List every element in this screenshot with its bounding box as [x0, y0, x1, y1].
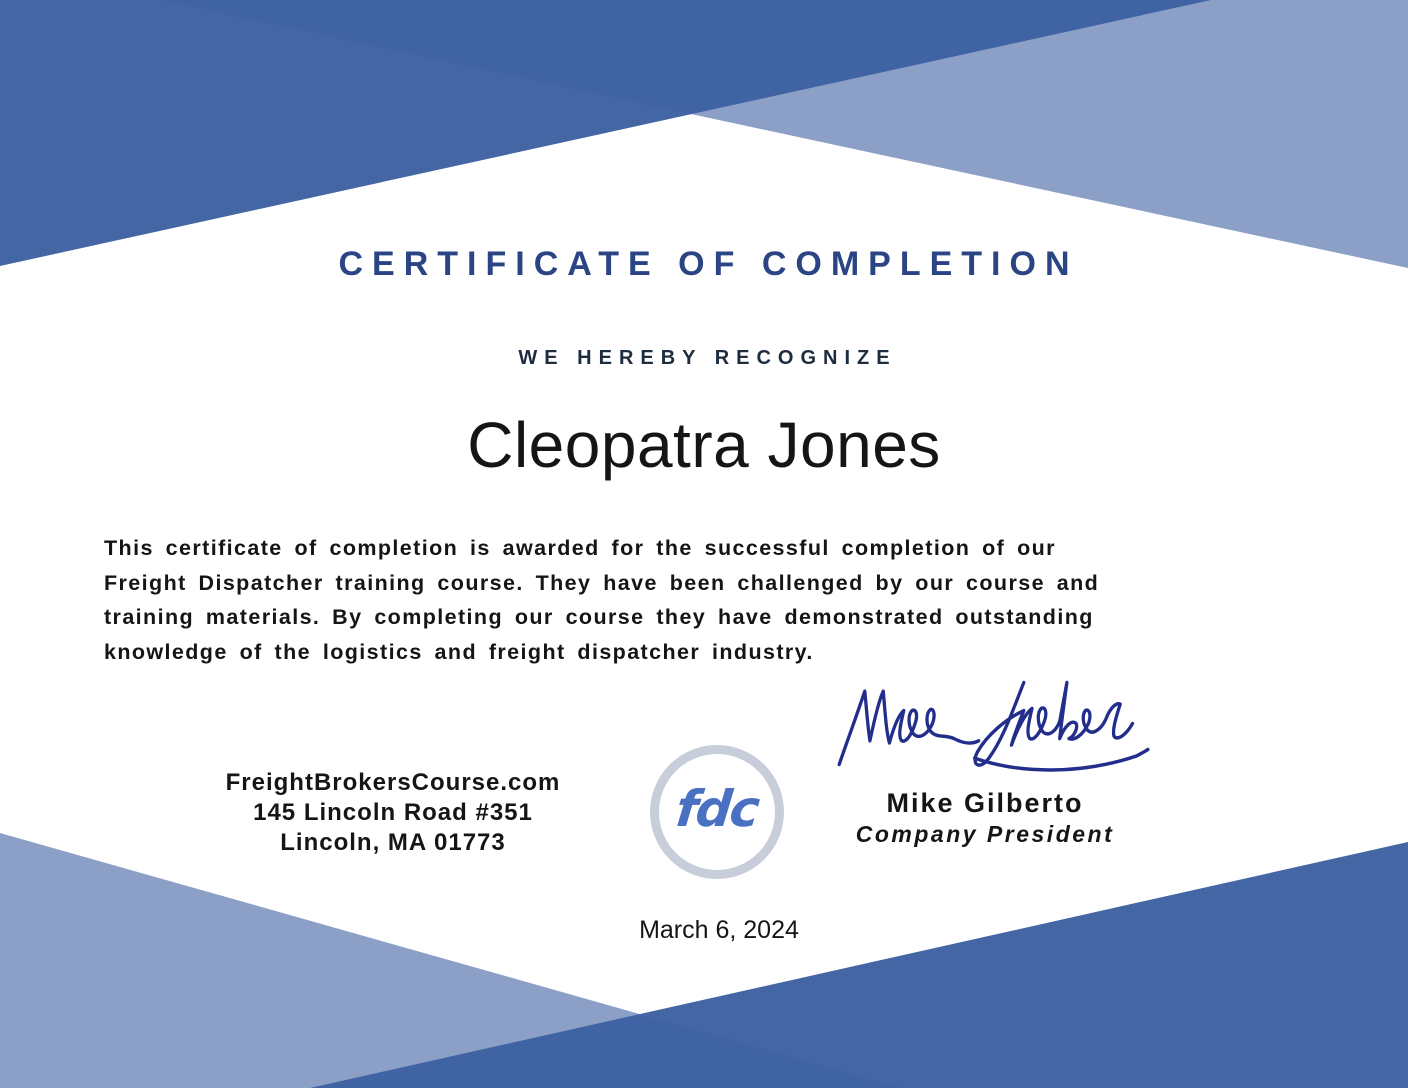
- body-line-3: training materials. By completing our course they have demonstrated outstanding: [104, 605, 1094, 630]
- signature-stroke-first: [839, 691, 979, 764]
- issuer-address-block: [143, 768, 643, 858]
- certificate-body-text: [104, 531, 1344, 669]
- body-line-1: This certificate of completion is awarded for the successful completion of our: [104, 536, 1056, 560]
- issuer-website: FreightBrokersCourse.com: [225, 769, 561, 796]
- company-logo-text: fdc: [673, 780, 761, 838]
- signature-stroke-tail: [975, 749, 1148, 770]
- certificate-subtitle: WE HEREBY RECOGNIZE: [518, 347, 897, 369]
- signature-image: [833, 676, 1151, 784]
- signatory-name: Mike Gilberto: [886, 788, 1084, 818]
- certificate-date: March 6, 2024: [639, 916, 799, 944]
- issuer-address-line1: 145 Lincoln Road #351: [253, 799, 533, 826]
- issuer-address-line2: Lincoln, MA 01773: [280, 829, 506, 856]
- recipient-name: Cleopatra Jones: [467, 409, 941, 481]
- body-line-4: knowledge of the logistics and freight dispatcher industry.: [104, 639, 814, 664]
- company-logo: [650, 745, 784, 879]
- signatory-title: Company President: [855, 821, 1115, 847]
- certificate-title: CERTIFICATE OF COMPLETION: [338, 245, 1079, 283]
- body-line-2: Freight Dispatcher training course. They have been challenged by our course and: [104, 570, 1100, 595]
- signature-stroke-second: [975, 682, 1132, 765]
